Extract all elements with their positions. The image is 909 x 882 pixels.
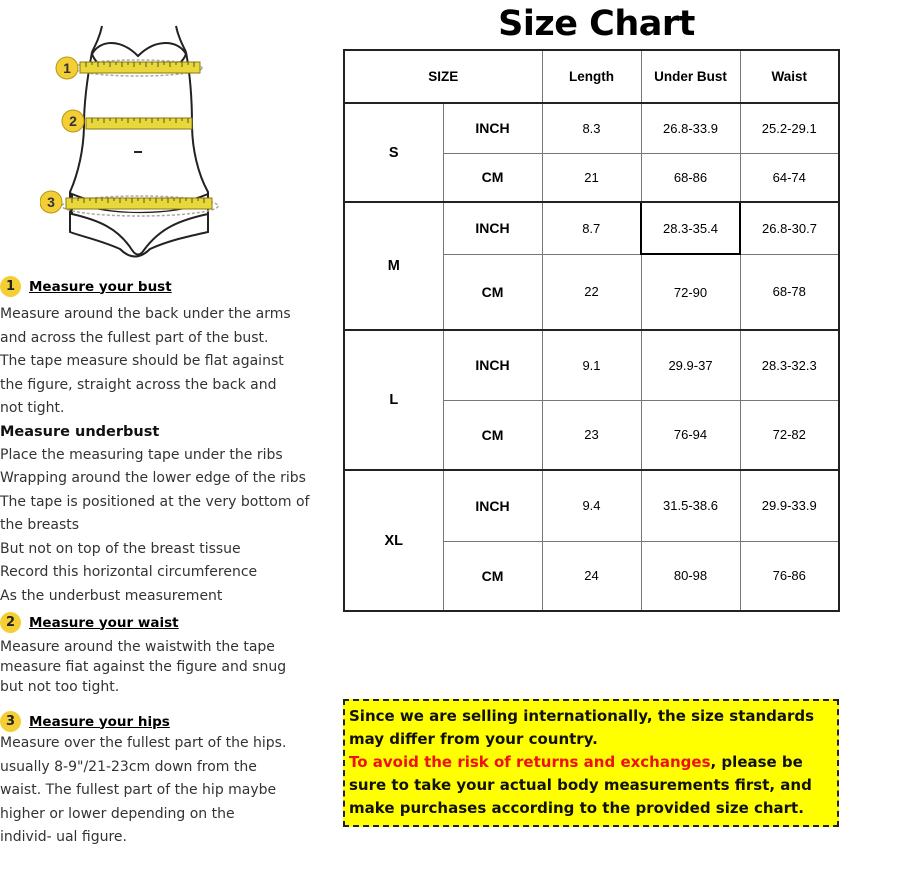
length-cell: 22 <box>542 254 641 330</box>
body-figure-icon <box>40 14 240 264</box>
sizing-notice <box>343 699 839 827</box>
size-chart-table <box>343 49 840 612</box>
under-bust-cell: 68-86 <box>641 153 740 202</box>
unit-cell: INCH <box>443 330 542 400</box>
waist-cell: 68-78 <box>740 254 839 330</box>
table-row <box>344 202 839 254</box>
under-bust-cell: 76-94 <box>641 400 740 470</box>
text-line: the figure, straight across the back and <box>0 376 277 393</box>
text-line: Measure over the fullest part of the hips. <box>0 735 287 751</box>
under-bust-cell: 31.5-38.6 <box>641 470 740 541</box>
text-line: As the underbust measurement <box>0 587 223 604</box>
hips-heading-text: Measure your hips <box>29 713 170 730</box>
unit-cell: INCH <box>443 103 542 153</box>
measurement-instructions <box>0 276 330 850</box>
text-line: Place the measuring tape under the ribs <box>0 446 283 463</box>
size-label: L <box>344 330 443 470</box>
waist-cell: 72-82 <box>740 400 839 470</box>
length-cell: 9.4 <box>542 470 641 541</box>
waist-cell: 26.8-30.7 <box>740 202 839 254</box>
length-cell: 23 <box>542 400 641 470</box>
waist-cell: 25.2-29.1 <box>740 103 839 153</box>
unit-cell: CM <box>443 254 542 330</box>
length-cell: 21 <box>542 153 641 202</box>
underbust-text <box>0 444 330 609</box>
header-size: SIZE <box>344 50 542 103</box>
under-bust-cell: 80-98 <box>641 541 740 611</box>
text-line: the breasts <box>0 517 80 533</box>
table-row <box>344 470 839 541</box>
bust-text <box>0 303 330 421</box>
hips-number-badge: 3 <box>0 711 21 732</box>
waist-heading <box>0 612 330 633</box>
under-bust-cell: 72-90 <box>641 254 740 330</box>
underbust-heading: Measure underbust <box>0 423 160 440</box>
marker-1: 1 <box>63 60 71 76</box>
under-bust-cell: 26.8-33.9 <box>641 103 740 153</box>
text-line: individ- ual figure. <box>0 829 127 845</box>
table-row <box>344 103 839 153</box>
bust-number-badge: 1 <box>0 276 21 297</box>
size-label: S <box>344 103 443 202</box>
unit-cell: CM <box>443 541 542 611</box>
text-line: not tight. <box>0 400 65 416</box>
size-label: M <box>344 202 443 330</box>
text-line: Measure around the back under the arms <box>0 306 291 322</box>
hips-text <box>0 732 330 850</box>
text-line: and across the fullest part of the bust. <box>0 329 269 346</box>
marker-3: 3 <box>47 194 55 210</box>
text-line: The tape measure should be flat against <box>0 353 284 369</box>
waist-text <box>0 637 330 697</box>
length-cell: 9.1 <box>542 330 641 400</box>
notice-text-warning: To avoid the risk of returns and exchanges <box>349 753 711 771</box>
page-title: Size Chart <box>498 4 695 44</box>
waist-cell: 29.9-33.9 <box>740 470 839 541</box>
size-label: XL <box>344 470 443 611</box>
text-line: Record this horizontal circumference <box>0 564 258 580</box>
table-row <box>344 330 839 400</box>
header-length: Length <box>542 50 641 103</box>
notice-text-intro: Since we are selling internationally, the size standards may differ from your country. <box>349 707 815 748</box>
text-line: waist. The fullest part of the hip maybe <box>0 782 277 798</box>
body-measurement-illustration <box>40 14 240 264</box>
waist-number-badge: 2 <box>0 612 21 633</box>
text-line: The tape is positioned at the very bottom of <box>0 493 310 510</box>
text-line: But not on top of the breast tissue <box>0 540 241 557</box>
unit-cell: CM <box>443 400 542 470</box>
waist-cell: 28.3-32.3 <box>740 330 839 400</box>
waist-heading-text: Measure your waist <box>29 614 179 631</box>
under-bust-cell: 28.3-35.4 <box>641 202 740 254</box>
length-cell: 24 <box>542 541 641 611</box>
bust-heading <box>0 276 330 297</box>
marker-2: 2 <box>69 113 77 129</box>
unit-cell: CM <box>443 153 542 202</box>
text-line: Wrapping around the lower edge of the ribs <box>0 470 306 486</box>
under-bust-cell: 29.9-37 <box>641 330 740 400</box>
table-header-row <box>344 50 839 103</box>
hips-heading <box>0 711 330 732</box>
text-line: Measure around the waistwith the tape <box>0 639 275 655</box>
waist-cell: 64-74 <box>740 153 839 202</box>
unit-cell: INCH <box>443 202 542 254</box>
length-cell: 8.3 <box>542 103 641 153</box>
header-under-bust: Under Bust <box>641 50 740 103</box>
waist-cell: 76-86 <box>740 541 839 611</box>
text-line: but not too tight. <box>0 679 120 695</box>
bust-heading-text: Measure your bust <box>29 278 172 295</box>
length-cell: 8.7 <box>542 202 641 254</box>
header-waist: Waist <box>740 50 839 103</box>
unit-cell: INCH <box>443 470 542 541</box>
text-line: higher or lower depending on the <box>0 805 235 822</box>
text-line: usually 8-9"/21-23cm down from the <box>0 758 257 775</box>
text-line: measure fiat against the figure and snug <box>0 659 287 675</box>
notice-text-instruction: , please be sure to take your actual body measurements first, and make purchases according to the provided size chart. <box>349 753 812 817</box>
